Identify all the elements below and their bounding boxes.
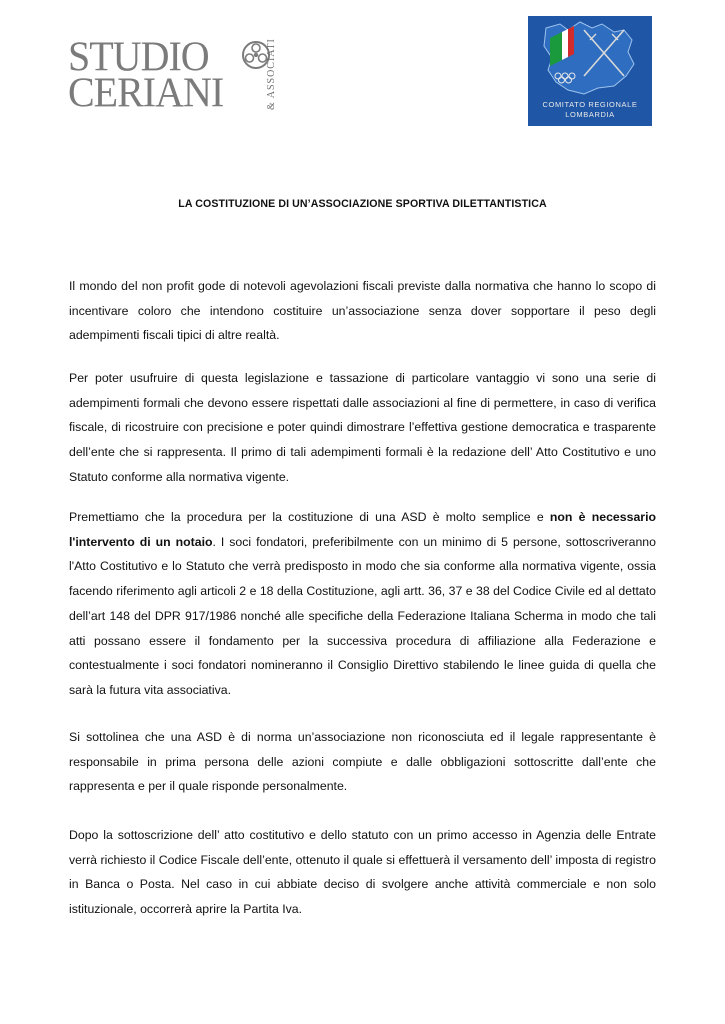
comitato-caption-line2: LOMBARDIA — [565, 110, 615, 119]
paragraph-1: Il mondo del non profit gode di notevoli agevolazioni fiscali previste dalla normativa che hanno lo scopo di incentivare coloro che intendono costituire un’associazione senza dover sopportare il peso degli adempimenti fiscali tipici di altre realtà. — [69, 279, 656, 343]
comitato-regionale-logo — [528, 16, 652, 126]
paragraph-4: Si sottolinea che una ASD è di norma un’associazione non riconosciuta ed il legale rappresentante è responsabile in prima persona delle azioni compiute e dalle obbligazioni sottoscritte dall’ente che rappresenta e per il quale risponde personalmente. — [69, 730, 656, 794]
paragraph-3-rest: . I soci fondatori, preferibilmente con un minimo di 5 persone, sottoscriveranno l'Atto Costitutivo e lo Statuto che verrà predisposto in modo che sia conforme alla normativa vigente, ossia facendo riferimento agli articoli 2 e 18 della Costituzione, agli artt. 36, 37 e 38 del Codice Civile ed al dettato dell’art 148 del DPR 917/1986 nonché alle specifiche della Federazione Italiana Scherma in modo che tali atti possano essere il fondamento per la successiva procedura di affiliazione alla Federazione e contestualmente i soci fondatori nomineranno il Consiglio Direttivo stabilendo le linee guida di quella che sarà la futura vita associativa. — [69, 534, 656, 697]
paragraph-5: Dopo la sottoscrizione dell’ atto costitutivo e dello statuto con un primo accesso in Agenzia delle Entrate verrà richiesto il Codice Fiscale dell’ente, ottenuto il quale si effettuerà il versamento dell’ imposta di registro in Banca o Posta. Nel caso in cui abbiate deciso di svolgere anche attività commerciale e non solo istituzionale, occorrerà aprire la Partita Iva. — [69, 828, 656, 917]
logo-word-studio: STUDIO — [68, 32, 209, 81]
paragraph-3 — [69, 505, 656, 703]
paragraph-2: Per poter usufruire di questa legislazione e tassazione di particolare vantaggio vi sono una serie di adempimenti formali che devono essere rispettati dalle associazioni al fine di permettere, in caso di verifica fiscale, di ricostruire con precisione e poter quindi dimostrare l’effettiva gestione democratica e trasparente dell’ente che si rappresenta. Il primo di tali adempimenti formali è la redazione dell’ Atto Costitutivo e uno Statuto conforme alla normativa vigente. — [69, 371, 656, 484]
paragraph-3-emphasis: non è necessario l'intervento di un notaio — [69, 510, 656, 549]
logo-tagline: & ASSOCIATI — [266, 38, 277, 110]
comitato-caption-line1: COMITATO REGIONALE — [542, 100, 638, 109]
paragraph-3-intro: Premettiamo che la procedura per la costituzione di una ASD è molto semplice e — [69, 510, 550, 524]
region-map-icon — [528, 16, 652, 100]
logo-word-ceriani: CERIANI — [68, 68, 224, 117]
document-title: LA COSTITUZIONE DI UN’ASSOCIAZIONE SPORTIVA DILETTANTISTICA — [178, 198, 547, 210]
studio-ceriani-logo — [68, 32, 290, 117]
